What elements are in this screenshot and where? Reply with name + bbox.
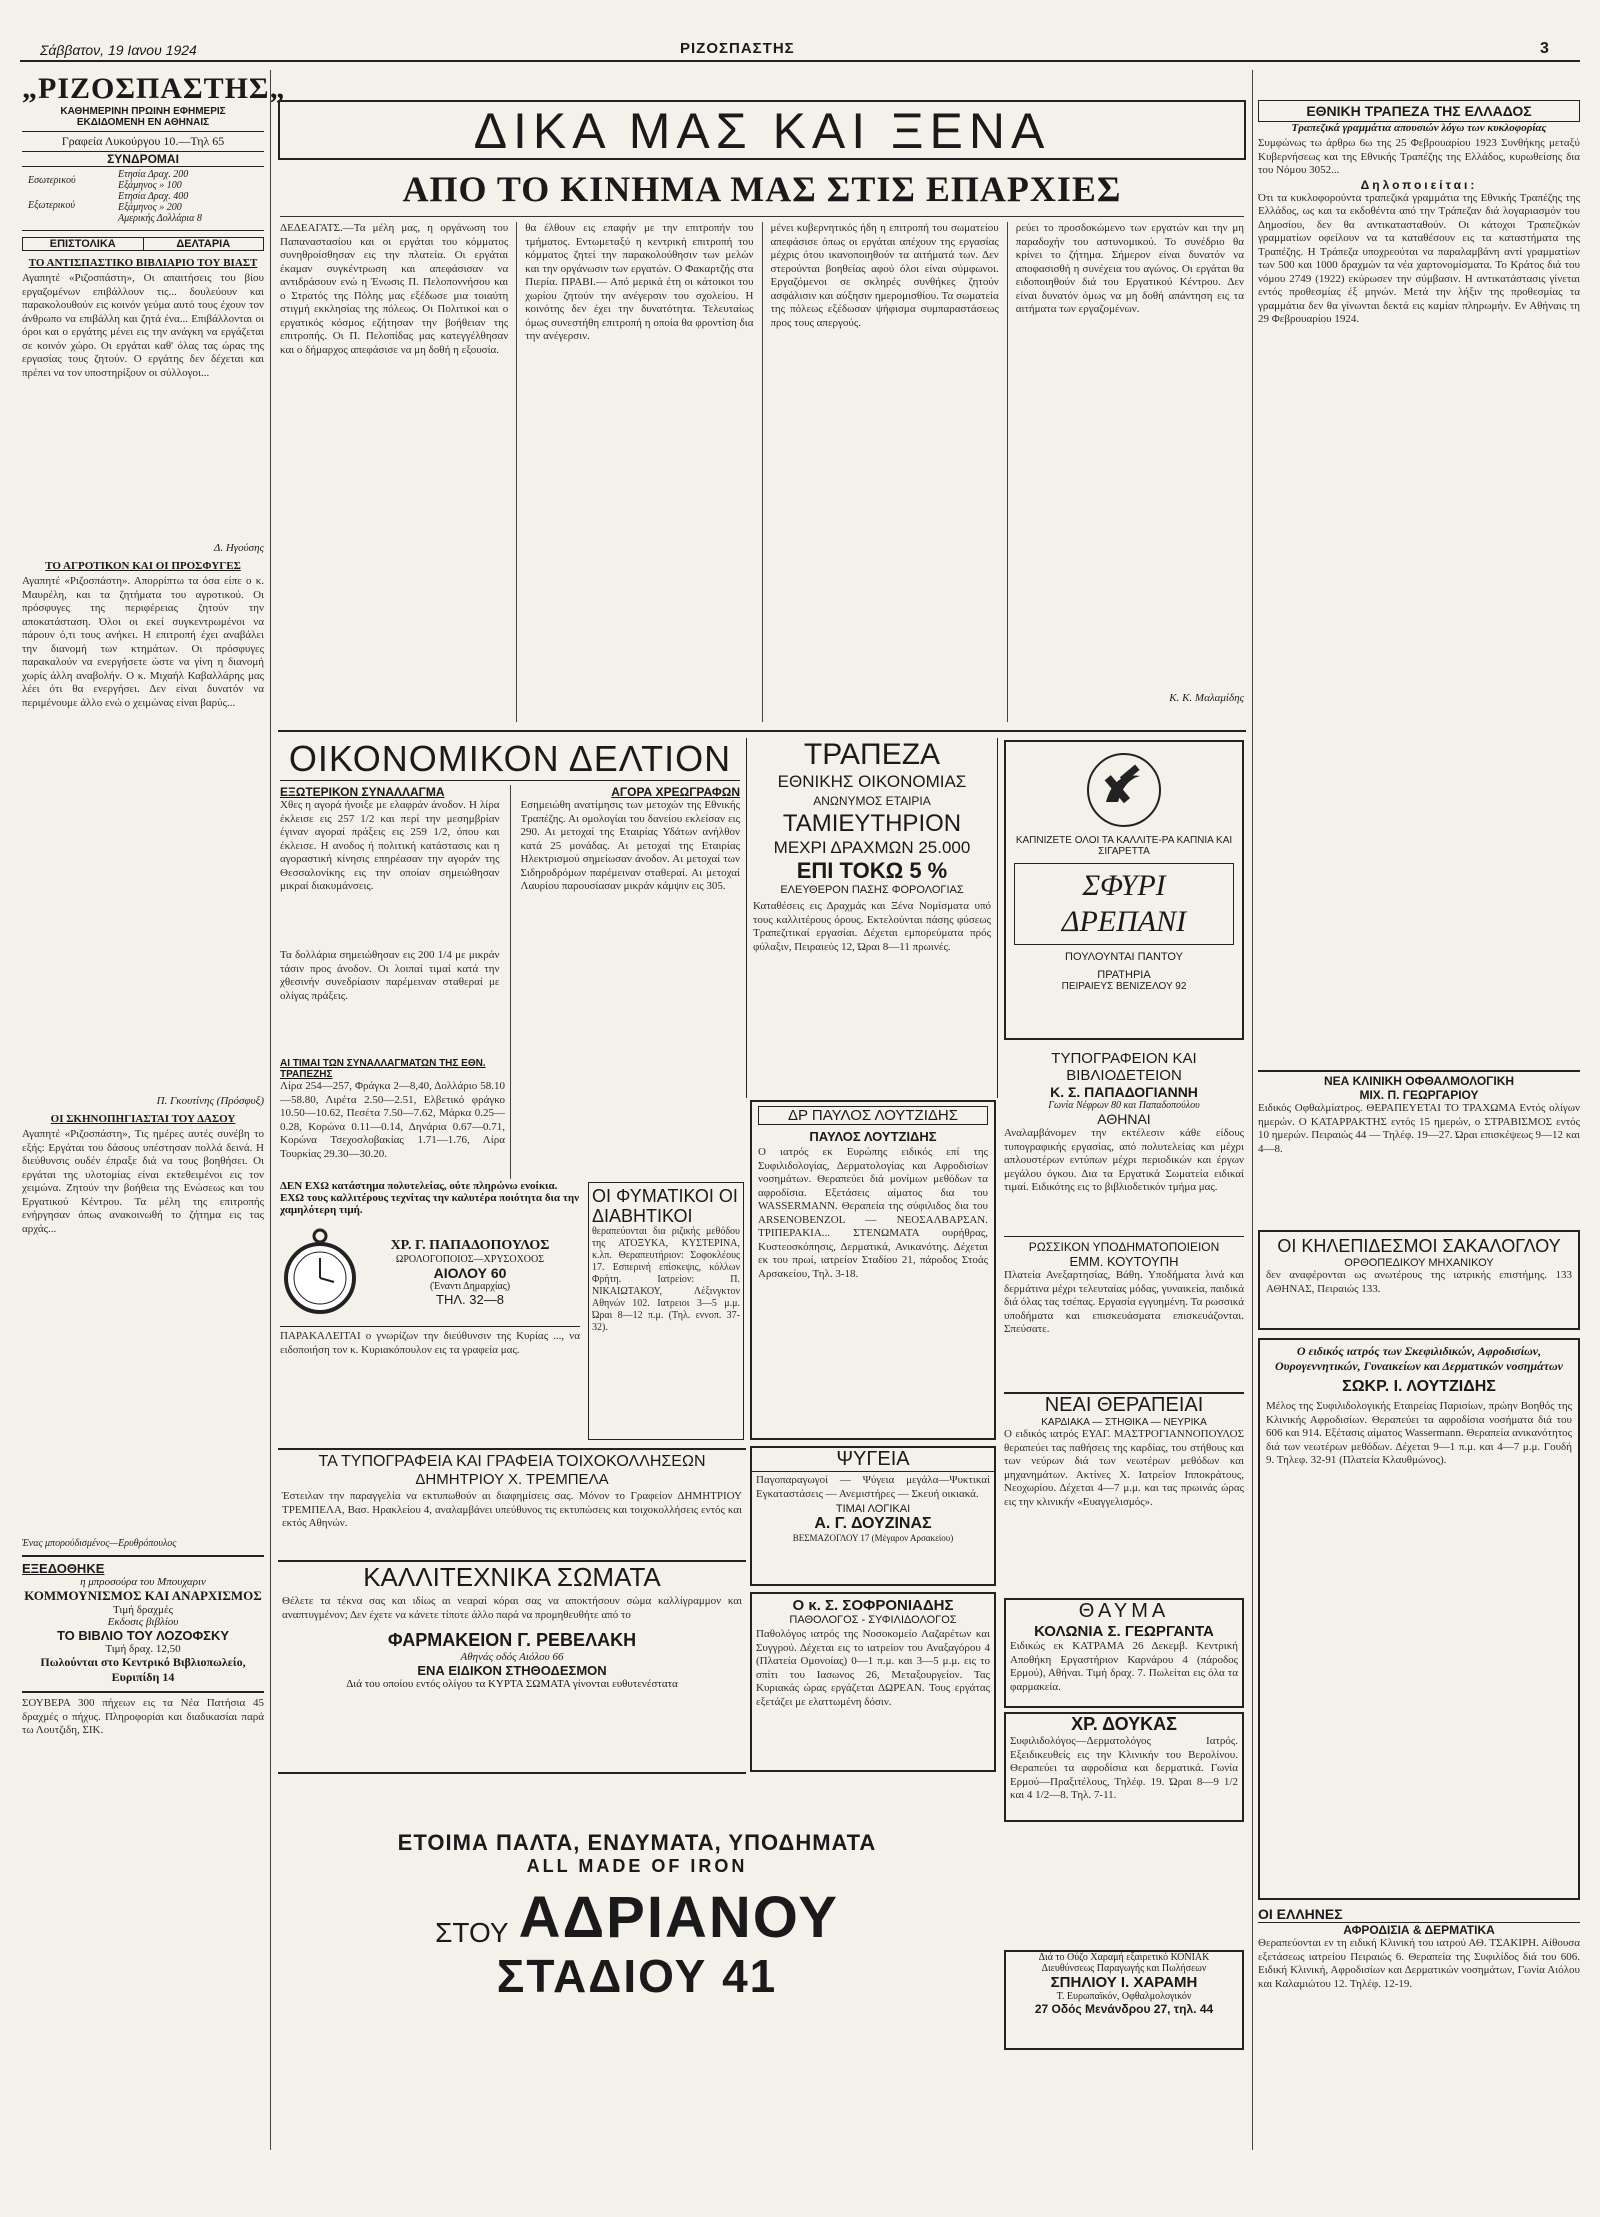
provinces-col4: ρεύει το προσδοκώμενο των εργατών και την μη παραδοχήν του αστυνομικού. Το συνέδριο θα κρίνει το ζήτημα. Σήμερον είναι δυνατόν να αποφασισθή η συνέχεια του αγώνος. Οι εργάται θα ειδοποιηθούν διά του Εργατικού Κέντρου. Δεν είναι δυνατόν όμως να μη δοθή απάντηση εις τα αιτήματα των εργαζομένων.	[1015, 222, 1244, 315]
therapy-body: Ο ειδικός ιατρός ΕΥΑΓ. ΜΑΣΤΡΟΓΙΑΝΝΟΠΟΥΛΟΣ θεραπεύει τας παθήσεις της καρδίας, του στήθους και των νεύρων διά των νεωτέρων μεθόδων και μηχανημάτων. Ακτίνες Χ. Ιατρείον Ιπποκράτους, Νεοχωρίου. Δέχεται 4—7 μ.μ. και τας πρωινάς ώρας εις την κλινικήν «Ευαγγελισμός».	[1004, 1428, 1244, 1508]
national-bank-notice	[1258, 100, 1580, 1060]
tab-notes: ΔΕΛΤΑΡΙΑ	[144, 237, 265, 251]
bank-limit: ΜΕΧΡΙ ΔΡΑΧΜΩΝ 25.000	[773, 838, 971, 857]
pub-name: ΚΟΜΜΟΥΝΙΣΜΟΣ ΚΑΙ ΑΝΑΡΧΙΣΜΟΣ	[24, 1588, 262, 1603]
sfyri-sale: ΠΟΥΛΟΥΝΤΑΙ ΠΑΝΤΟΥ	[1065, 951, 1183, 963]
rubber-title: ΡΩΣΣΙΚΟΝ ΥΠΟΔΗΜΑΤΟΠΟΙΕΙΟΝ	[1028, 1240, 1220, 1254]
subs-ext-row: Ετησία Δραχ. 400	[118, 191, 189, 202]
pub-sale: Πωλούνται στο Κεντρικό Βιβλιοπωλείο, Ευριπίδη 14	[40, 1655, 246, 1684]
econ-forex-body: Χθες η αγορά ήνοιξε με ελαφράν άνοδον. Η λίρα έκλεισε εις 257 1/2 και περί την μεσημβρίαν έγιναν αγοραί πράξεις εις 259 1/2, όπου και έκλεισε. Η ανοδος ή πολιτική κατάστασις και η αγοραστική κίνησις επηρέασαν την αγοράν της Θεσσαλονίκης εις την οποίαν σημειώθησαν μικραί διακυμάνσεις.	[280, 799, 500, 892]
econ-title: ΟΙΚΟΝΟΜΙΚΟΝ ΔΕΛΤΙΟΝ	[280, 738, 740, 781]
letter3-title: ΟΙ ΣΚΗΝΟΠΗΓΙΑΣΤΑΙ ΤΟΥ ΔΑΣΟΥ	[50, 1113, 236, 1125]
rubber-body: Πλατεία Ανεξαρτησίας, Βάθη. Υποδήματα λινά και δερμάτινα μέχρι τελευταίας μόδας, γυναικεία, παιδικά διά όλας τας τσέπας. Εργασία εγγυημένη. Τα ρωσσικά υποδήματα και επισκευάσματα επισκευάζονται. Σπεύσατε.	[1004, 1269, 1244, 1335]
subs-int-row: Εξάμηνος » 100	[118, 180, 182, 191]
charami-ad	[1004, 1950, 1244, 2050]
column-divider	[270, 70, 271, 2150]
subs-int-label: Εσωτερικού	[28, 175, 76, 186]
subs-ext-row: Εξάμηνος » 200	[118, 202, 182, 213]
page-date: Σάββατον, 19 Ιανου 1924	[40, 42, 197, 58]
frigidaires-body: Παγοπαραγωγοί — Ψύγεια μεγάλα—Ψυκτικαί Εγκαταστάσεις — Ανεμιστήρες — Σκευή οικιακά.	[756, 1474, 990, 1500]
watch-tel: ΤΗΛ. 32—8	[436, 1291, 504, 1307]
printing-title: ΤΑ ΤΥΠΟΓΡΑΦΕΙΑ ΚΑΙ ΓΡΑΦΕΙΑ ΤΟΙΧΟΚΟΛΛΗΣΕΩΝ	[318, 1453, 706, 1470]
bank-name: ΕΘΝΙΚΗΣ ΟΙΚΟΝΟΜΙΑΣ	[777, 772, 967, 791]
watch-addr: ΑΙΟΛΟΥ 60	[433, 1264, 507, 1281]
econ-rates-body: Λίρα 254—257, Φράγκα 2—8,40, Δολλάριο 58.10—58.80, Λιρέτα 2.50—2.51, Ελβετικό φράγκο 10.50—10.62, Πεσέτα 7.50—7.62, Μάρκα 0.25—0.28, Κορώνα 0.11—0.14, Δηνάρια 0.67—0.71, Κορώνα Τσεχοσλοβακίας 1.71—1.76, Λίρα Τουρκίας 29.30—30.20.	[280, 1080, 505, 1160]
miracle-body: Ειδικώς εκ ΚΑΤΡΑΜΑ 26 Δεκεμβ. Κεντρική Αποθήκη Εργαστήριον Καρνάρου 4 (πάροδος Ερμού), Αθήναι. Τιμή δραχ. 7. Πωλείται εις όλα τα φαρμακεία.	[1010, 1640, 1238, 1693]
miracle-ad	[1004, 1598, 1244, 1708]
bookshop-addr: Γωνία Νέφρων 80 και Παπαδοπούλου	[1048, 1100, 1200, 1111]
pocket-watch-icon	[280, 1222, 360, 1322]
doctor1-ad	[750, 1100, 996, 1440]
charami-addr: 27 Οδός Μενάνδρου 27, τηλ. 44	[1034, 2002, 1214, 2016]
econ-stocks-body: Εσημειώθη ανατίμησις των μετοχών της Εθνικής Τραπέζης. Αι ομολογίαι του δανείου εκλείσαν εις 290. Αι μετοχαί της Εταιρίας Υδάτων ανήλθον κατά 25 μονάδας. Αι μετοχαί της Εταιρίας Ηλεκτρισμού σημείωσαν άνοδον. Αι μετοχαί των Σιδηροδρόμων παρέμειναν σταθεραί. Αι μετοχαί Λαυρίου παρουσίασαν μικράν κάμψιν εις 305.	[520, 799, 740, 892]
subs-us-row: Αμερικής Δολλάρια 8	[118, 213, 202, 224]
bank-rate: ΕΠΙ ΤΟΚΩ 5 %	[796, 858, 948, 883]
provinces-col3: μένει κυβερνητικός ήδη η επιτροπή του σωματείου απεφάσισε όπως οι εργάται απέχουν της εργασίας μέχρις ότου ικανοποιηθούν τα αιτήματά των. Δεν στερούνται βοηθείας αφού όλοι είναι σύμφωνοι. Εργαζόμενοι σε σκληρές συνθήκες ζητούν ασφάλισιν και αύξησιν ημερομισθίου. Τα σωματεία της πόλεως εξέδωσαν ψήφισμα συμπαραστάσεως προς τους απεργούς.	[770, 222, 999, 329]
pub-intro: η μπροσούρα του Μπουχαριν	[80, 1576, 206, 1588]
adrianou-line1: ΕΤΟΙΜΑ ΠΑΛΤΑ, ΕΝΔΥΜΑΤΑ, ΥΠΟΔΗΜΑΤΑ	[397, 1830, 877, 1855]
miracle-name: ΚΟΛΩΝΙΑ Σ. ΓΕΩΡΓΑΝΤΑ	[1034, 1623, 1214, 1640]
frigidaires-addr: ΒΕΣΜΑΖΟΓΛΟΥ 17 (Μέγαρον Αρσακείου)	[792, 1533, 954, 1543]
doctor1-name: ΠΑΥΛΟΣ ΛΟΥΤΖΙΔΗΣ	[809, 1129, 937, 1144]
charami-name: ΣΠΗΛΙΟΥ Ι. ΧΑΡΑΜΗ	[1050, 1974, 1198, 1991]
bank-free: ΕΛΕΥΘΕΡΟΝ ΠΑΣΗΣ ΦΟΡΟΛΟΓΙΑΣ	[780, 884, 964, 896]
masthead-sub2: ΕΚΔΙΔΟΜΕΝΗ ΕΝ ΑΘΗΝΑΙΣ	[76, 117, 210, 128]
doukas-body: Συφιλιδολόγος—Δερματολόγος Ιατρός. Εξειδικευθείς εις την Κλινικήν του Βερολίνου. Θεραπεύει τα αφροδίσια και δερματικά. Γωνία Ερμού—Πραξιτέλους, Τηλέφ. 19. Ώραι 8—9 1/2 και 4 1/2—8. Τηλ. 7-11.	[1010, 1735, 1238, 1801]
pharmacy-product: ΕΝΑ ΕΙΔΙΚΟΝ ΣΤΗΘΟΔΕΣΜΟΝ	[417, 1663, 607, 1678]
therapy-title: ΝΕΑΙ ΘΕΡΑΠΕΙΑΙ	[1044, 1394, 1204, 1416]
ophthal-ad	[1258, 1070, 1580, 1222]
derma-ad	[1258, 1338, 1580, 1900]
pharmacy-body: Θέλετε τα τέκνα σας και ιδίως αι νεαραί κόραι σας να αποκτήσουν σώμα καλλίγραμμον και αναπτυγμένον; Δεν έχετε να κάνετε τίποτε άλλο παρά να προμηθευθήτε από το	[282, 1595, 742, 1621]
econ-forex-body2: Τα δολλάρια σημειώθησαν εις 200 1/4 με μικράν τάσιν προς άνοδον. Οι λοιπαί τιμαί κατά την χθεσινήν συνεδρίασιν παρέμειναν σταθεραί με ολίγας πράξεις.	[280, 949, 500, 1002]
rubber-ad	[1004, 1236, 1244, 1387]
watch-ad	[280, 1180, 580, 1440]
watch-line1: ΔΕΝ ΕΧΩ κατάστημα πολυτελείας, ούτε πληρώνω ενοίκια.	[280, 1180, 558, 1192]
adrianou-line2: ALL MADE OF IRON	[526, 1856, 748, 1876]
ophthal-title: ΝΕΑ ΚΛΙΝΙΚΗ ΟΦΘΑΛΜΟΛΟΓΙΚΗ	[1323, 1074, 1515, 1088]
banner-box	[278, 100, 1246, 160]
econ-forex-title: ΕΞΩΤΕΡΙΚΟΝ ΣΥΝΑΛΛΑΓΜΑ	[280, 785, 445, 799]
adrianou-addr: ΣΤΑΔΙΟΥ 41	[496, 1950, 778, 2002]
sofronidis-spec: ΠΑΘΟΛΟΓΟΣ - ΣΥΦΙΛΙΔΟΛΟΓΟΣ	[789, 1614, 957, 1626]
right-column-divider	[1252, 70, 1253, 2150]
frigidaires-ad	[750, 1446, 996, 1586]
rubber-name: ΕΜΜ. ΚΟΥΤΟΥΠΗ	[1069, 1254, 1179, 1269]
sakalogou-title: ΟΙ ΚΗΛΕΠΙΔΕΣΜΟΙ ΣΑΚΑΛΟΓΛΟΥ	[1277, 1236, 1561, 1256]
provinces-bottom-rule	[278, 730, 1246, 732]
doukas-ad	[1004, 1712, 1244, 1822]
doctor2-ad	[588, 1182, 744, 1440]
page-number: 3	[1540, 40, 1549, 57]
ointments-ad	[1258, 1906, 1580, 2066]
therapy-ad	[1004, 1392, 1244, 1594]
ophthal-name: ΜΙΧ. Π. ΓΕΩΡΓΑΡΙΟΥ	[1359, 1088, 1479, 1102]
subs-title: ΣΥΝΔΡΟΜΑΙ	[22, 151, 264, 167]
bank-ad	[746, 738, 998, 1098]
letter2-title: ΤΟ ΑΓΡΟΤΙΚΟΝ ΚΑΙ ΟΙ ΠΡΟΣΦΥΓΕΣ	[45, 560, 241, 572]
left-column	[22, 72, 286, 2152]
national-bank-lead: Συμφώνως τω άρθρω 6ω της 25 Φεβρουαρίου 1923 Συνθήκης μεταξύ Κυβερνήσεως και της Εθνικής Τραπέζης της Ελλάδος, κυρωθείσης δια του Νόμου 3052...	[1258, 137, 1580, 176]
letter1-title: ΤΟ ΑΝΤΙΣΠΑΣΤΙΚΟ ΒΙΒΛΙΑΡΙΟ ΤΟΥ ΒΙΑΣΤ	[28, 257, 258, 269]
adrianou-name: ΑΔΡΙΑΝΟΥ	[518, 1885, 839, 1950]
sfyri-note: ΚΑΠΝΙΖΕΤΕ ΟΛΟΙ ΤΑ ΚΑΛΛΙΤΕ-ΡΑ ΚΑΠΝΙΑ ΚΑΙ ΣΙΓΑΡΕΤΤΑ	[1015, 835, 1233, 857]
tab-letters: ΕΠΙΣΤΟΛΙΚΑ	[22, 237, 144, 251]
bank-type: ΑΝΩΝΥΜΟΣ ΕΤΑΙΡΙΑ	[813, 794, 931, 808]
printing-body: Έστειλαν την παραγγελία να εκτυπωθούν αι διαφημίσεις σας. Μόνον το Γραφείον ΔΗΜΗΤΡΙΟΥ ΤΡΕΜΠΕΛΑ, Βασ. Ηρακλείου 4, αναλαμβάνει υπεύθυνος τις εκτυπώσεις και τοιχοκολλήσεις εντός και εκτός Αθηνών.	[282, 1490, 742, 1529]
bookshop-name: Κ. Σ. ΠΑΠΑΔΟΓΙΑΝΝΗ	[1050, 1084, 1198, 1100]
letter2-body: Αγαπητέ «Ριζοσπάστη». Απορρίπτω τα όσα είπε ο κ. Μαυρέλη, και τα ζητήματα του αγροτικού. Οι πρόσφυγες της περιφέρειας ζητούν την αποκατάσταση. Όλοι οι εκεί συγκεντρωμένοι να πάρουν ό,τι τους ανήκει. Η επιτροπή έχει αναβάλει την διανομή των κτημάτων. Οι πρόσφυγες παρακαλούν να ενεργήσετε ώστε να γίνη η διανομή χωρίς άλλη αναβολήν. Ο κ. Μιχαήλ Καβαλλάρης μας λέει ότι θα ενεργήσει. Δεν είναι δυνατόν να περιμένουμε άλλο ενώ ο χειμώνας είναι βαρύς...	[22, 575, 264, 709]
paper-name-header: ΡΙΖΟΣΠΑΣΤΗΣ	[680, 40, 795, 57]
letter3-signature: Ένας μπορούδισμένος—Ερυθρόπουλος	[22, 1538, 177, 1549]
charami-line2: Διευθύνσεως Παραγωγής και Πωλήσεων	[1041, 1963, 1207, 1974]
pub-price2: Τιμή δραχ. 12,50	[105, 1643, 181, 1655]
derma-name: ΣΩΚΡ. Ι. ΛΟΥΤΖΙΔΗΣ	[1342, 1378, 1496, 1395]
pharmacy-name: ΦΑΡΜΑΚΕΙΟΝ Γ. ΡΕΒΕΛΑΚΗ	[387, 1630, 637, 1650]
letter3-body: Αγαπητέ «Ριζοσπάστη», Τις ημέρες αυτές συνέβη το εξής: Εργάται του δάσους υπέστησαν πολλά δεινά. Η διεύθυνσις ουδέν έπραξε διά να τους βοηθήσει. Οι εργάται της υλοτομίας είναι εκτεθειμένοι εις τον χειμώνα. Ζητούν την βοήθεια της Ενώσεως και του Εργατικού Κέντρου. Τα μέλη της επιτροπής ενήργησαν όπως ανακοινωθή το ζήτημα εις τας αρχάς...	[22, 1128, 264, 1235]
banner-title: ΔΙΚΑ ΜΑΣ ΚΑΙ ΞΕΝΑ	[473, 103, 1051, 159]
printing-ad	[278, 1448, 746, 1562]
sakalogou-ad	[1258, 1230, 1580, 1330]
miracle-title: ΘΑΥΜΑ	[1078, 1600, 1170, 1622]
national-bank-body: Ότι τα κυκλοφορούντα τραπεζικά γραμμάτια της Εθνικής Τραπέζης της Ελλάδος, ως και τα εκδοθέντα από την Τράπεζαν διά λογαριασμόν του Δημοσίου, δεν θα αντικατασταθούν. Οι κάτοχοι Τραπεζικών γραμματίων οφείλουν να τα καταθέσουν εις τα καταστήματα της Τραπέζης. Η Τράπεζα υποχρεούται να παραλαμβάνη αντί γραμματίων των 500 και 1000 δραχμών τα νέα χαρτονομίσματα. Το Κράτος διά του νόμου 2749 (1922) εκύρωσεν την σύμβασιν. Η αντικατάστασις γίνεται εντός προθεσμίας έξ μηνών. Μετά την λήξιν της προθεσμίας τα γραμμάτια δεν θα γίνωνται δεκτά εις καμίαν πληρωμήν. Εν Αθήναις τη 29 Φεβρουαρίου 1924.	[1258, 191, 1580, 325]
frigidaires-name: Α. Γ. ΔΟΥΖΙΝΑΣ	[814, 1515, 932, 1532]
publication-ad	[22, 1555, 264, 1685]
sfyri-brand: ΣΦΥΡΙ ΔΡΕΠΑΝΙ	[1014, 863, 1234, 945]
subs-table	[22, 167, 264, 226]
provinces-signature: Κ. Κ. Μαλαμίδης	[1169, 692, 1244, 704]
hammer-sickle-icon	[1084, 750, 1164, 830]
letter1-signature: Δ. Ηγούσης	[213, 542, 264, 554]
ointments-title: ΑΦΡΟΔΙΣΙΑ & ΔΕΡΜΑΤΙΚΑ	[1343, 1923, 1495, 1937]
header-rule	[20, 60, 1580, 62]
watch-name: ΧΡ. Γ. ΠΑΠΑΔΟΠΟΥΛΟΣ	[390, 1237, 550, 1253]
provinces-col2: θα έλθουν εις επαφήν με την επιτροπήν του τμήματος. Εντωμεταξύ η κεντρική επιτροπή του κόμματος ζητεί την παρακολούθησιν των μελών και την οργάνωσιν των εργατών. Ο Φακαρτζής στα Πιερία. ΠΡΑΒΙ.— Από μερικά έτη οι κάτοικοι του χωρίου ζητούν την ανέγερσιν του σχολείου. Η κοινότης δεν έχει την δυνατότητα. Τελευταίως όμως συνεστήθη επιτροπή η οποία θα φροντίση δια την ανέγερσιν.	[525, 222, 754, 342]
national-bank-title: ΕΘΝΙΚΗ ΤΡΑΠΕΖΑ ΤΗΣ ΕΛΛΑΔΟΣ	[1258, 100, 1580, 122]
econ-section	[280, 738, 740, 1178]
bank-dept: ΤΑΜΙΕΥΤΗΡΙΟΝ	[782, 810, 962, 837]
provinces-title: ΑΠΟ ΤΟ ΚΙΝΗΜΑ ΜΑΣ ΣΤΙΣ ΕΠΑΡΧΙΕΣ	[402, 169, 1122, 209]
national-bank-sub: Τραπεζικά γραμμάτια απουσιών λόγω των κυκλοφορίας	[1291, 122, 1547, 134]
ophthal-body: Ειδικός Οφθαλμίατρος. ΘΕΡΑΠΕΥΕΤΑΙ ΤΟ ΤΡΑΧΩΜΑ Εντός ολίγων ημερών. Ο ΚΑΤΑΡΡΑΚΤΗΣ εντός 15 ημερών, ο ΣΤΡΑΒΙΣΜΟΣ εντός 10 ημερών. Πειραιώς 44 — Τηλέφ. 19—27. Ώραι επισκέψεως 9—12 και 4—8.	[1258, 1102, 1580, 1155]
masthead	[22, 72, 286, 231]
pub-published: ΕΞΕΔΟΘΗΚΕ	[22, 1561, 105, 1576]
bank-body: Καταθέσεις εις Δραχμάς και Ξένα Νομίσματα υπό τους καλλιτέρους όρους. Εκτελούνται πάσης φύσεως Τραπεζιτικαί εργασίαι. Δέχεται εμπορεύματα πρός φύλαξιν, Πειραιεύς 12, Ώραι 8—11 πρωινές.	[753, 900, 991, 953]
derma-body: Μέλος της Συφιλιδολογικής Εταιρείας Παρισίων, πρώην Βοηθός της Κλινικής Αφροδισίων. Θεραπεύει τα αφροδίσια νοσήματα διά του 606 και 914. Εξέτασις αίματος Wassermann. Θεραπεία ανικανότητος διά των νεωτέρων μεθόδων. Δέχεται 9—1 π.μ. και 4—7 μ.μ. Γουδή 9. Τηλεφ. 32-91 (Πλατεία Κλαυθμώνος).	[1266, 1400, 1572, 1466]
letter1-body: Αγαπητέ «Ριζοσπάστη», Οι απαιτήσεις του βίου εργαζομένων επιβάλλουν τις... δουλεύουν και παρακολουθούν εις κοινόν γεύμα αυτό τους έχουν τον άνθρωπο να επιβάλλη και ζητά ένα... Επιβάλλονται οι όροι και ο εργάτης μένει εις την ανάγκη να εργάζεται σε κοινόν χώρο. Οι εργάται καθ' όλας τας ώρας της εργασίας τους ζητούν. Ο εργάτης δεν δέχεται και πρέπει να τον υποστηρίξουν οι σύλλογοι...	[22, 272, 264, 379]
watch-request: ΠΑΡΑΚΑΛΕΙΤΑΙ ο γνωρίζων την διεύθυνσιν της Κυρίας ..., να ειδοποιήση τον κ. Κυριακόπουλον εις τα γραφεία μας.	[280, 1326, 580, 1357]
printing-name: ΔΗΜΗΤΡΙΟΥ Χ. ΤΡΕΜΠΕΛΑ	[415, 1471, 609, 1488]
pharmacy-foot: Διά του οποίου εντός ολίγου τα ΚΥΡΤΑ ΣΩΜΑΤΑ γίνονται ευθυτενέστατα	[346, 1678, 678, 1690]
doctor2-title: ΟΙ ΦΥΜΑΤΙΚΟΙ ΟΙ ΔΙΑΒΗΤΙΚΟΙ	[592, 1186, 738, 1226]
masthead-office: Γραφεία Λυκούργου 10.—Τηλ 65	[22, 131, 264, 149]
pharmacy-title: ΚΑΛΛΙΤΕΧΝΙΚΑ ΣΩΜΑΤΑ	[363, 1562, 661, 1592]
sofronidis-body: Παθολόγος ιατρός της Νοσοκομείο Λαζαρέτων και Συγγρού. Δέχεται εις το ιατρείον του Αναξαγόρου 4 (Πλατεία Ομονοίας) 0—1 π.μ. και 3—5 μ.μ. εις το σπίτι του Ιασωνος 26, Μεταξουργείον. Τας Κυριακάς ώρας εργάζεται ΔΩΡΕΑΝ. Τους εργάτας εξετάζει με ελαττωμένη δόσιν.	[756, 1628, 990, 1708]
pub-price: Τιμή δραχμές	[113, 1604, 173, 1616]
doukas-name: ΧΡ. ΔΟΥΚΑΣ	[1071, 1714, 1177, 1734]
subs-int-row: Ετησία Δραχ. 200	[118, 169, 189, 180]
adrianou-ad	[278, 1790, 996, 2090]
charami-line3: Τ. Ευρωπαϊκόν, Οφθαλμολογικόν	[1056, 1991, 1192, 2002]
bookshop-ad	[1004, 1050, 1244, 1230]
bookshop-city: ΑΘΗΝΑΙ	[1097, 1111, 1151, 1127]
small-ad: ΣΟΥΒΕΡΑ 300 πήχεων εις τα Νέα Πατήσια 45 δραχμές ο πήχυς. Πληροφορίαι και διαδικασίαι παρά τω Λουτζιδη, ΣΙΚ.	[22, 1691, 264, 1738]
econ-rates-title: ΑΙ ΤΙΜΑΙ ΤΩΝ ΣΥΝΑΛΛΑΓΜΑΤΩΝ ΤΗΣ ΕΘΝ. ΤΡΑΠΕΖΗΣ	[280, 1058, 486, 1080]
watch-trade: ΩΡΟΛΟΓΟΠΟΙΟΣ—ΧΡΥΣΟΧΟΟΣ	[395, 1253, 545, 1265]
pub-line: Εκδοσις βιβλίου	[107, 1616, 179, 1628]
sakalogou-body: δεν αναφέρονται ως ανωτέρους της ιατρικής επιστήμης. 133 ΑΘΗΝΑΣ, Πειραιώς 133.	[1266, 1269, 1572, 1295]
letter2-signature: Π. Γκουτίνης (Πρόσφυξ)	[156, 1095, 264, 1107]
frigidaires-title: ΨΥΓΕΙΑ	[752, 1448, 994, 1472]
masthead-sub1: ΚΑΘΗΜΕΡΙΝΗ ΠΡΩΙΝΗ ΕΦΗΜΕΡΙΣ	[60, 106, 226, 117]
watch-addr2: (Έναντι Δημαρχίας)	[429, 1280, 511, 1292]
provinces-col1: ΔΕΔΕΑΓΑΤΣ.—Τα μέλη μας, η οργάνωση του Παπαναστασίου και οι εργάται του κόμματος συνηθροίσθησαν εις την πλατεία. Οι εργάται έκαμαν συγκέντρωση και απεφάσισαν να αντιδράσουν ενώ η Ένωσις Π. Πελοποννήσου και ο Στρατός της Πόλης μας εξέδωσε μια τοιαύτη στιγμή εκκλησίας της πόλεως. Οι Πολιτικοί και ο εργατικός κόσμος εζήτησαν την βοήθειαν της επιτροπής. Οι Π. Πελοπίδας μας κατεγγέλθησαν και ο δήμαρχος απεφάσισε να μη δοθή η εξουσία.	[280, 222, 509, 356]
sfyri-addr: ΠΕΙΡΑΙΕΥΣ ΒΕΝΙΖΕΛΟΥ 92	[1061, 981, 1187, 992]
pharmacy-ad	[278, 1562, 746, 1774]
subs-ext-label: Εξωτερικού	[28, 200, 75, 211]
ointments-body: Θεραπεύονται εν τη ειδική Κλινική του ιατρού ΑΘ. ΤΣΑΚΙΡΗ. Αίθουσα εξετάσεως ιατρείου Πειραιώς 6. Θεραπεία της Συφιλίδος διά του 606. Ειδική Κλινική, Αφροδισίων και Δερματικών νοσημάτων, Γωνία Αιόλου και Καλαμιώτου 12. Τηλέφ. 12-19.	[1258, 1937, 1580, 1990]
ointments-head: ΟΙ ΕΛΛΗΝΕΣ	[1258, 1906, 1580, 1923]
pharmacy-addr: Αθηνάς οδός Αιόλου 66	[460, 1651, 564, 1663]
therapy-sub: ΚΑΡΔΙΑΚΑ — ΣΤΗΘΙΚΑ — ΝΕΥΡΙΚΑ	[1041, 1417, 1207, 1428]
sfyri-shop: ΠΡΑΤΗΡΙΑ	[1097, 969, 1151, 981]
adrianou-pre: ΣΤΟΥ	[435, 1917, 509, 1948]
watch-line2: ΕΧΩ τους καλλιτέρους τεχνίτας την καλυτέρα ποιότητα δια την χαμηλότερη τιμή.	[280, 1192, 580, 1216]
bookshop-title: ΤΥΠΟΓΡΑΦΕΙΟΝ ΚΑΙ ΒΙΒΛΙΟΔΕΤΕΙΟΝ	[1051, 1050, 1197, 1084]
sfyri-ad	[1004, 740, 1244, 1040]
column-tabs	[22, 237, 264, 251]
doctor1-body: Ο ιατρός εκ Ευρώπης ειδικός επί της Συφιλιδολογίας, Δερματολογίας και Αφροδισίων νοσημάτων. Θεραπεύει διά μονίμων μεθόδων τα αφροδίσια. Εξετάσεις αίματος δια του WASSERMANN. Θεραπεία της σύφιλιδος δια του ARSENOBENZOL — ΝΕΟΣΑΛΒΑΡΣΑΝ. ΤΡΙΠΕΡΑΚΙΑ... ΣΤΕΝΩΜΑΤΑ ουρήθρας, Κυστεοσκόπησις, Δερματικά, Ανικανότης. Δέχεται εκ του πρωί, ιατρείον Σταδίου 21, πάροδος Στοάς Αρσακείου, Τηλ. 3-18.	[758, 1146, 988, 1280]
frigidaires-price: ΤΙΜΑΙ ΛΟΓΙΚΑΙ	[835, 1503, 911, 1515]
bank-title: ΤΡΑΠΕΖΑ	[803, 738, 941, 771]
masthead-title: „ΡΙΖΟΣΠΑΣΤΗΣ„	[22, 72, 286, 105]
pub-book: ΤΟ ΒΙΒΛΙΟ ΤΟΥ ΛΟΖΟΦΣΚΥ	[56, 1628, 230, 1643]
provinces-rule	[280, 216, 1244, 217]
econ-stocks-title: ΑΓΟΡΑ ΧΡΕΩΓΡΑΦΩΝ	[611, 785, 740, 799]
sakalogou-sub: ΟΡΘΟΠΕΔΙΚΟΥ ΜΗΧΑΝΙΚΟΥ	[1344, 1257, 1494, 1269]
provinces-columns	[280, 222, 1244, 722]
derma-head: Ο ειδικός ιατρός των Σκεφιλιδικών, Αφροδισίων, Ουρογεννητικών, Γυναικείων και Δερματικών νοσημάτων	[1275, 1344, 1563, 1373]
national-bank-announce: Δηλοποιείται:	[1360, 177, 1478, 192]
sofronidis-name: Ο κ. Σ. ΣΟΦΡΟΝΙΑΔΗΣ	[792, 1597, 954, 1614]
sofronidis-ad	[750, 1592, 996, 1772]
charami-line1: Διά το Ούζο Χαραμή εξαιρετικό ΚΟΝΙΑΚ	[1038, 1952, 1210, 1963]
doctor1-head: ΔΡ ΠΑΥΛΟΣ ΛΟΥΤΖΙΔΗΣ	[758, 1106, 988, 1125]
bookshop-body: Αναλαμβάνομεν την εκτέλεσιν κάθε είδους τυπογραφικής εργασίας, από πολυτελείας και μέχρι απλουστέρων εντύπων μέχρι περιοδικών και έργων μεγάλου όγκου. Δια τα Εργατικά Σωματεία ειδικαί τιμαί. Ειδικότης εις το βιβλιοδετικόν τμήμα μας.	[1004, 1127, 1244, 1193]
doctor2-body: θεραπεύονται δια ριζικής μεθόδου της ΑΤΟΞΥΚΑ, ΚΥΣΤΕΡΙΝΑ, κ.λπ. Θεραπευτήριον: Σοφοκλέους 17. Εσπερινή επίσκεψις, κόλλων Φρήτη. Ιατρείον: Π. ΝΙΚΑΙΩΤΑΚΟΥ, Λέξινγκτον Αθηνών 102. Ιατρειοι 3—5 μ.μ. Ώραι 8—12 π.μ. (Τηλ. εννοπ. 37-32).	[592, 1226, 740, 1333]
